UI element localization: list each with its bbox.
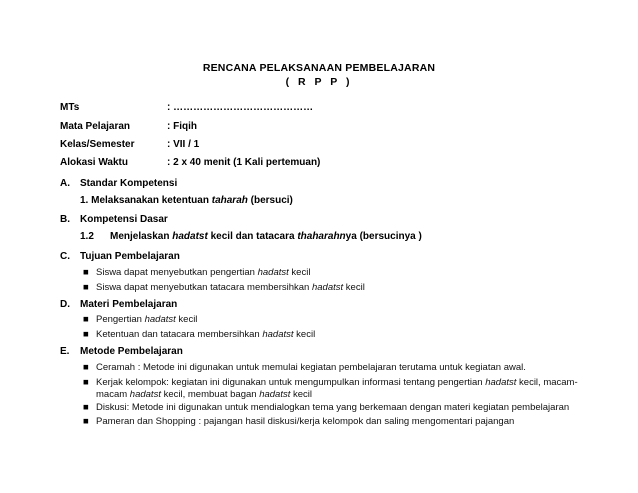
document-title: RENCANA PELAKSANAAN PEMBELAJARAN [202,62,436,74]
text-segment: (bersuci) [247,195,293,206]
italic-term: hadatst [257,267,289,278]
list-item [96,267,310,278]
italic-term: hadatst [259,389,291,400]
list-item-continuation [96,389,312,400]
text-segment: 1. Melaksanakan ketentuan [80,195,212,206]
section-b-number: 1.2 [80,231,94,242]
text-segment: kecil [175,314,198,325]
italic-term: hadatst [485,377,517,388]
list-item [96,314,197,325]
section-e-title: Metode Pembelajaran [80,346,183,357]
info-value: : VII / 1 [167,139,200,150]
info-label: Mata Pelajaran [60,121,131,132]
section-d-title: Materi Pembelajaran [80,299,178,310]
italic-term: thaharahn [297,231,346,242]
section-c-letter: C. [60,251,70,262]
italic-term: hadatst [311,282,344,293]
section-a-title: Standar Kompetensi [80,178,178,189]
text-segment: Ketentuan dan tatacara membersihkan [96,329,263,340]
info-value: : 2 x 40 menit (1 Kali pertemuan) [167,157,321,168]
italic-term: hadatst [144,314,176,325]
section-a-item [80,195,293,206]
text-segment: Siswa dapat menyebutkan tatacara membersihkan [96,282,312,293]
text-segment: Kerjak kelompok: kegiatan ini digunakan untuk mengumpulkan informasi tentang pengertian [96,377,486,388]
bullet-square-icon: ■ [83,416,89,427]
bullet-square-icon: ■ [83,314,89,325]
text-segment: Siswa dapat menyebutkan pengertian [96,267,258,278]
section-a-letter: A. [60,178,70,189]
italic-term: hadatst [172,231,208,242]
bullet-square-icon: ■ [83,377,89,388]
text-segment: ya (bersucinya ) [345,231,422,242]
section-b-letter: B. [60,214,70,225]
bullet-square-icon: ■ [83,282,89,293]
info-label: Alokasi Waktu [60,157,128,168]
section-e-letter: E. [60,346,70,357]
text-segment: kecil [290,389,313,400]
bullet-square-icon: ■ [83,362,89,373]
text-segment: kecil [343,282,365,293]
text-segment: Menjelaskan [110,231,173,242]
text-segment: kecil dan tatacara [207,231,298,242]
list-item: Diskusi: Metode ini digunakan untuk mendialogkan tema yang berkemaan dengan materi kegiatan pembelajaran [96,402,570,413]
bullet-square-icon: ■ [83,402,89,413]
info-label: Kelas/Semester [60,139,135,150]
list-item [96,282,365,293]
text-segment: Pengertian [96,314,145,325]
info-value: : …………………………………… [167,102,314,113]
bullet-square-icon: ■ [83,329,89,340]
text-segment: kecil [293,329,316,340]
text-segment: kecil [288,267,311,278]
section-b-item [110,231,422,242]
text-segment: kecil, macam- [516,377,578,388]
list-item [96,377,578,388]
italic-term: hadatst [262,329,294,340]
info-label: MTs [60,102,80,113]
italic-term: hadatst [129,389,161,400]
text-segment: kecil, membuat bagan [160,389,260,400]
section-b-title: Kompetensi Dasar [80,214,168,225]
text-segment: macam [96,389,130,400]
document-subtitle: ( R P P ) [285,76,353,88]
bullet-square-icon: ■ [83,267,89,278]
list-item: Pameran dan Shopping : pajangan hasil diskusi/kerja kelompok dan saling mengomentari pajangan [96,416,515,427]
info-value: : Fiqih [167,121,197,132]
section-c-title: Tujuan Pembelajaran [80,251,180,262]
list-item [96,329,315,340]
list-item: Ceramah : Metode ini digunakan untuk memulai kegiatan pembelajaran terutama untuk kegiatan awal. [96,362,526,373]
italic-term: taharah [211,195,248,206]
section-d-letter: D. [60,299,70,310]
